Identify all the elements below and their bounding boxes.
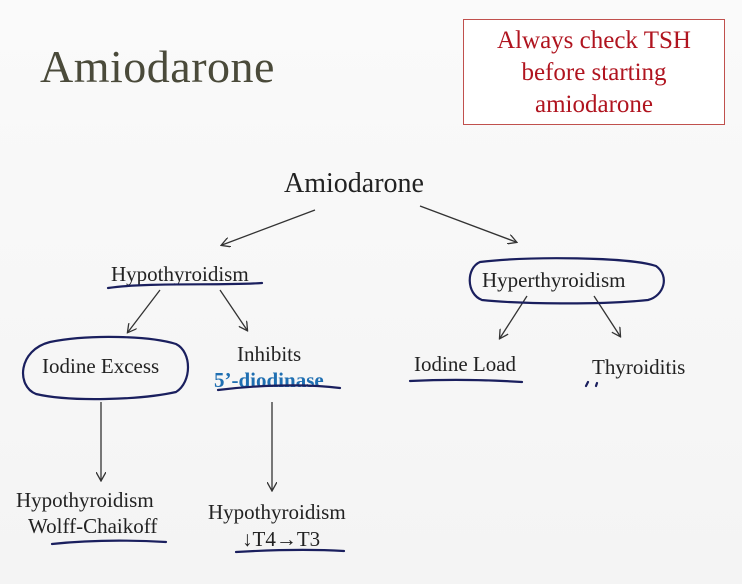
node-hyperthyroidism: Hyperthyroidism [482, 268, 626, 292]
result-left-line-1: Hypothyroidism [16, 488, 154, 512]
node-inhibits: Inhibits [237, 342, 302, 366]
node-thyroiditis: Thyroiditis [592, 355, 686, 379]
node-diodinase: 5’-diodinase [214, 368, 324, 392]
annotation-underline-hypothyroidism [108, 283, 262, 288]
annotation-underline-wolff-chaikoff [52, 541, 166, 544]
callout-line-1: Always check TSH [497, 27, 691, 54]
diagram-root: Amiodarone [284, 168, 424, 199]
result-right-line-2: ↓T4→T3 [242, 527, 321, 551]
arrow-root-to-hypo [222, 210, 315, 245]
annotation-circle-iodine-excess [23, 337, 188, 399]
annotation-circle-hyperthyroidism [470, 258, 664, 303]
arrow-hypo-to-iodine-excess [128, 290, 160, 332]
node-hypothyroidism: Hypothyroidism [111, 262, 249, 286]
slide-title: Amiodarone [40, 41, 275, 92]
node-iodine-excess: Iodine Excess [42, 354, 160, 378]
node-iodine-load: Iodine Load [414, 352, 517, 376]
annotation-underline-diodinase [218, 385, 340, 390]
arrow-root-to-hyper [420, 206, 516, 242]
annotation-tick-thyroiditis [586, 382, 597, 386]
annotation-underline-iodine-load [410, 380, 522, 382]
annotation-underline-t4-t3 [236, 550, 344, 552]
callout-line-2: before starting [521, 59, 667, 86]
callout-line-3: amiodarone [534, 91, 653, 118]
result-right-line-1: Hypothyroidism [208, 500, 346, 524]
arrow-hypo-to-inhibits [220, 290, 247, 330]
result-left-line-2: Wolff-Chaikoff [28, 514, 158, 538]
